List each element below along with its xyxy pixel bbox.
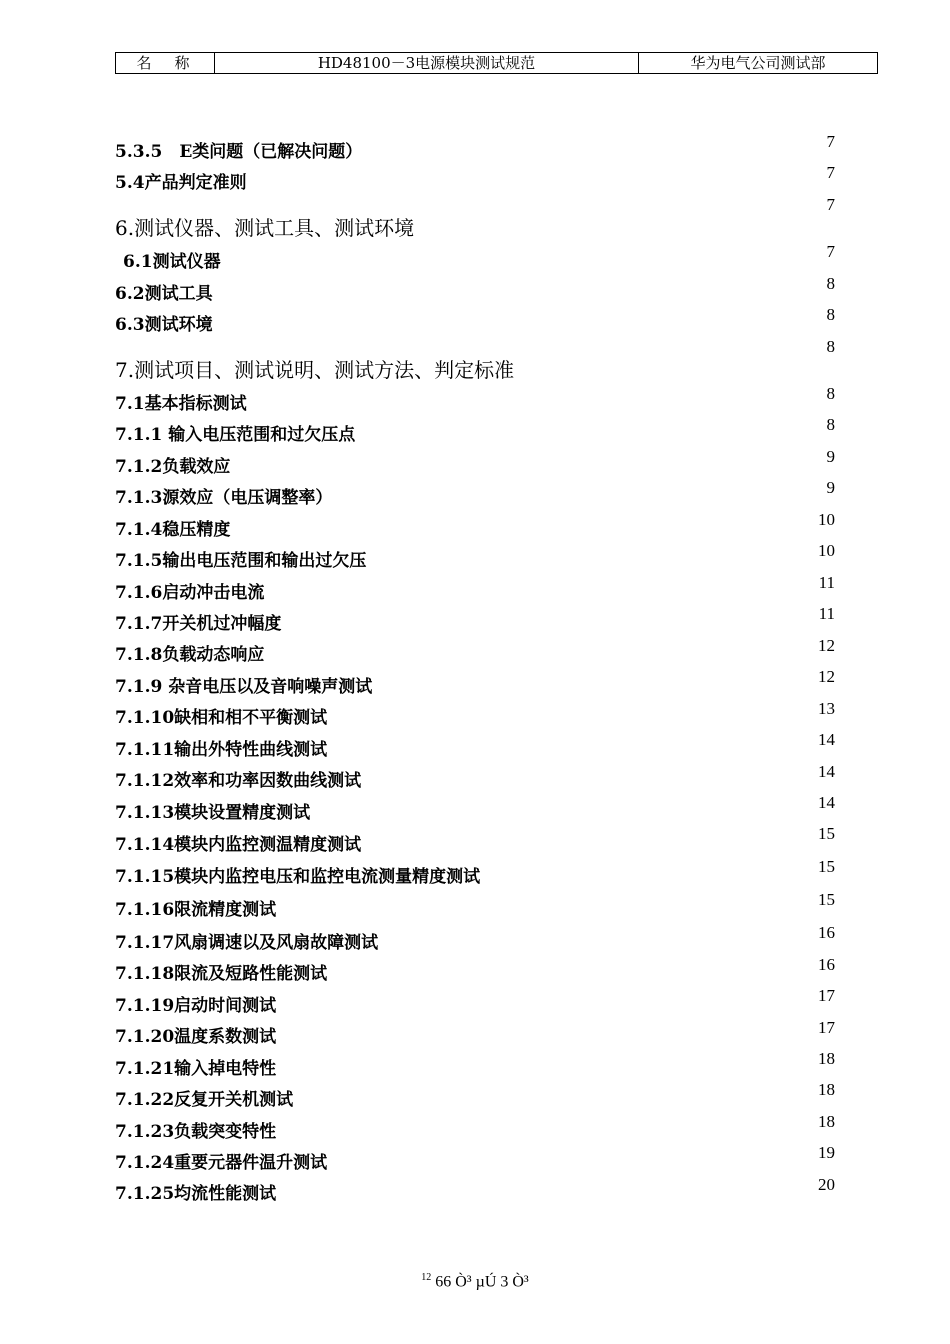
toc-entry-6[interactable]: 6.测试仪器、测试工具、测试环境 — [115, 216, 415, 240]
toc-entry-7-1-14[interactable]: 7.1.14模块内监控测温精度测试 — [115, 835, 362, 855]
toc-page-num: 18 — [818, 1049, 835, 1068]
toc-entry-7-1-16[interactable]: 7.1.16限流精度测试 — [115, 900, 277, 920]
toc-page-num: 10 — [818, 510, 835, 529]
toc-page-num: 13 — [818, 699, 835, 718]
toc-entry-7-1-17[interactable]: 7.1.17风扇调速以及风扇故障测试 — [115, 933, 379, 953]
toc-entry-7-1-15[interactable]: 7.1.15模块内监控电压和监控电流测量精度测试 — [115, 867, 481, 887]
header-name-label: 名 称 — [116, 53, 215, 74]
toc-page-num: 11 — [818, 604, 835, 623]
toc-page-num: 9 — [826, 478, 835, 497]
footer-text: 66 Ò³ µÚ 3 Ò³ — [431, 1273, 529, 1291]
toc-page-num: 15 — [818, 857, 835, 876]
toc-page-num: 11 — [818, 573, 835, 592]
toc-page-num: 7 — [826, 195, 835, 214]
toc-page-num: 12 — [818, 667, 835, 686]
toc-entry-7-1-1[interactable]: 7.1.1 输入电压范围和过欠压点 — [115, 425, 356, 445]
toc-page-num: 20 — [818, 1175, 835, 1194]
toc-entry-7-1-11[interactable]: 7.1.11输出外特性曲线测试 — [115, 740, 328, 760]
toc-page-num: 18 — [818, 1112, 835, 1131]
toc-entry-7-1-7[interactable]: 7.1.7开关机过冲幅度 — [115, 614, 282, 634]
toc-page-num: 16 — [818, 923, 835, 942]
toc-page-num: 8 — [826, 305, 835, 324]
toc-page-num: 12 — [818, 636, 835, 655]
toc-page-num: 8 — [826, 415, 835, 434]
toc-page-num: 18 — [818, 1080, 835, 1099]
toc-entry-7-1-9[interactable]: 7.1.9 杂音电压以及音响噪声测试 — [115, 677, 373, 697]
toc-page-num: 19 — [818, 1143, 835, 1162]
toc-entry-7-1-19[interactable]: 7.1.19启动时间测试 — [115, 996, 277, 1016]
toc-entry-7-1-18[interactable]: 7.1.18限流及短路性能测试 — [115, 964, 328, 984]
header-table — [115, 52, 878, 74]
toc-page-num: 14 — [818, 762, 835, 781]
toc-entry-7[interactable]: 7.测试项目、测试说明、测试方法、判定标准 — [115, 358, 515, 382]
toc-page-num: 7 — [826, 132, 835, 151]
toc-entry-7-1-24[interactable]: 7.1.24重要元器件温升测试 — [115, 1153, 328, 1173]
toc-entry-7-1-3[interactable]: 7.1.3源效应（电压调整率） — [115, 488, 333, 508]
toc-page-num: 9 — [826, 447, 835, 466]
header-doc-title: HD48100－3电源模块测试规范 — [215, 53, 639, 74]
toc-page-num: 8 — [826, 337, 835, 356]
toc-page-num: 15 — [818, 890, 835, 909]
toc-page-num: 8 — [826, 274, 835, 293]
toc-page-num: 15 — [818, 824, 835, 843]
header-org: 华为电气公司测试部 — [639, 53, 878, 74]
toc-entry-7-1[interactable]: 7.1基本指标测试 — [115, 394, 247, 414]
toc-entry-6-3[interactable]: 6.3测试环境 — [115, 315, 213, 335]
toc-entry-7-1-6[interactable]: 7.1.6启动冲击电流 — [115, 583, 265, 603]
toc-entry-7-1-10[interactable]: 7.1.10缺相和相不平衡测试 — [115, 708, 328, 728]
page-footer — [0, 1272, 950, 1291]
toc-page-num: 7 — [826, 163, 835, 182]
toc-entry-7-1-13[interactable]: 7.1.13模块设置精度测试 — [115, 803, 311, 823]
toc-entry-7-1-2[interactable]: 7.1.2负载效应 — [115, 457, 231, 477]
toc-page-num: 17 — [818, 986, 835, 1005]
toc-entry-7-1-12[interactable]: 7.1.12效率和功率因数曲线测试 — [115, 771, 362, 791]
toc-entry-7-1-22[interactable]: 7.1.22反复开关机测试 — [115, 1090, 294, 1110]
toc-entry-5-3-5[interactable]: 5.3.5 E类问题（已解决问题） — [115, 142, 363, 162]
toc-page-num: 8 — [826, 384, 835, 403]
toc-page-num: 14 — [818, 793, 835, 812]
toc-page-num: 16 — [818, 955, 835, 974]
toc-entry-7-1-4[interactable]: 7.1.4稳压精度 — [115, 520, 231, 540]
toc-page-num: 14 — [818, 730, 835, 749]
toc-entry-6-1[interactable]: 6.1测试仪器 — [123, 252, 221, 272]
toc-entry-7-1-20[interactable]: 7.1.20温度系数测试 — [115, 1027, 277, 1047]
toc-page-num: 10 — [818, 541, 835, 560]
toc-entry-7-1-23[interactable]: 7.1.23负载突变特性 — [115, 1122, 277, 1142]
toc-entry-6-2[interactable]: 6.2测试工具 — [115, 284, 213, 304]
toc-page-num: 17 — [818, 1018, 835, 1037]
toc-entry-5-4[interactable]: 5.4产品判定准则 — [115, 173, 247, 193]
toc-page-num: 7 — [826, 242, 835, 261]
toc-entry-7-1-25[interactable]: 7.1.25均流性能测试 — [115, 1184, 277, 1204]
toc-entry-7-1-5[interactable]: 7.1.5输出电压范围和输出过欠压 — [115, 551, 367, 571]
toc-entry-7-1-8[interactable]: 7.1.8负载动态响应 — [115, 645, 265, 665]
toc-entry-7-1-21[interactable]: 7.1.21输入掉电特性 — [115, 1059, 277, 1079]
footer-sup: 12 — [421, 1272, 432, 1283]
